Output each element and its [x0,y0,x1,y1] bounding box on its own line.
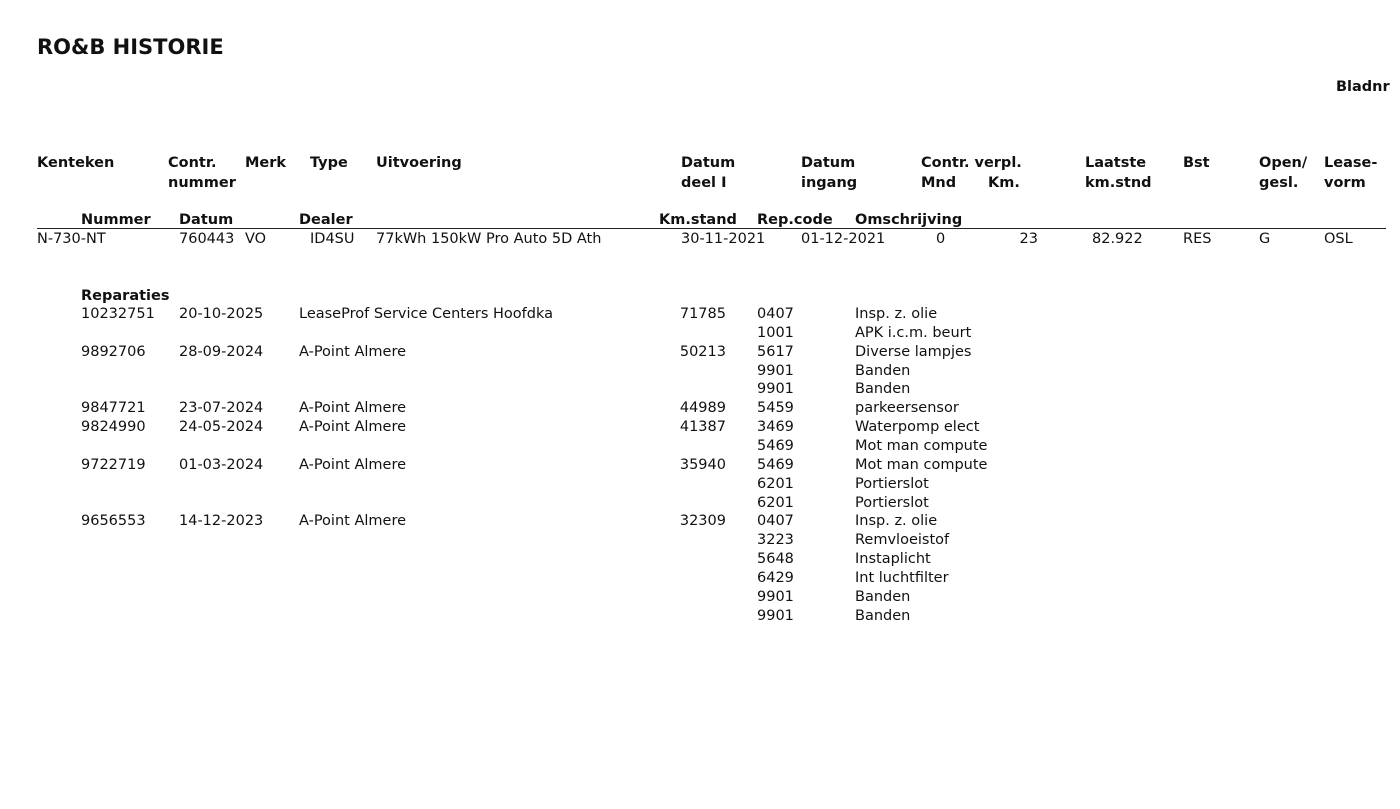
vehicle-open-gesloten: G [1259,231,1271,247]
repair-code: 9901 [757,363,794,379]
header-bst: Bst [1183,155,1210,171]
header-contract-1: Contr. [168,155,217,171]
repair-datum: 24-05-2024 [179,419,264,435]
repair-omschrijving: Int luchtfilter [855,570,949,586]
repair-omschrijving: parkeersensor [855,400,959,416]
repair-omschrijving: APK i.c.m. beurt [855,325,972,341]
repair-datum: 28-09-2024 [179,344,264,360]
vehicle-kilometers: 23 [1019,231,1038,247]
repair-code: 9901 [757,608,794,624]
vehicle-type: ID4SU [310,231,355,247]
subheader-nummer: Nummer [81,212,151,228]
header-merk: Merk [245,155,287,171]
subheader-repcode: Rep.code [757,212,833,228]
vehicle-datum-deel: 30-11-2021 [681,231,766,247]
header-datum-deel-1: Datum [681,155,736,171]
vehicle-contract: 760443 [179,231,235,247]
repair-dealer: A-Point Almere [299,344,407,360]
repair-nummer: 9892706 [81,344,146,360]
header-kenteken: Kenteken [37,155,115,171]
vehicle-kenteken: N-730-NT [37,231,106,247]
repair-dealer: A-Point Almere [299,419,407,435]
repair-code: 6201 [757,476,794,492]
repair-kmstand: 32309 [679,513,726,529]
repair-dealer: A-Point Almere [299,457,407,473]
repair-kmstand: 41387 [679,419,726,435]
repair-omschrijving: Banden [855,589,911,605]
header-divider [37,228,1386,229]
header-type: Type [310,155,348,171]
repair-omschrijving: Insp. z. olie [855,513,938,529]
repair-omschrijving: Waterpomp elect [855,419,980,435]
repair-code: 6429 [757,570,794,586]
vehicle-uitvoering: 77kWh 150kW Pro Auto 5D Ath [376,231,602,247]
repair-nummer: 9722719 [81,457,146,473]
repair-code: 3223 [757,532,794,548]
repair-kmstand: 50213 [679,344,726,360]
repair-datum: 20-10-2025 [179,306,264,322]
repair-code: 0407 [757,306,794,322]
repair-code: 9901 [757,589,794,605]
repair-dealer: LeaseProf Service Centers Hoofdka [299,306,553,322]
repair-omschrijving: Mot man compute [855,438,988,454]
repair-omschrijving: Banden [855,608,911,624]
repair-omschrijving: Banden [855,381,911,397]
repair-omschrijving: Portierslot [855,476,929,492]
repair-kmstand: 44989 [679,400,726,416]
repair-omschrijving: Portierslot [855,495,929,511]
header-leasevorm-2: vorm [1324,175,1366,191]
header-datum-ingang-1: Datum [801,155,856,171]
page-number-label: Bladnr [1336,79,1390,95]
repair-dealer: A-Point Almere [299,400,407,416]
vehicle-merk: VO [245,231,267,247]
repair-kmstand: 71785 [679,306,726,322]
vehicle-bst: RES [1183,231,1212,247]
header-laatste-2: km.stnd [1085,175,1152,191]
repair-omschrijving: Remvloeistof [855,532,950,548]
repair-omschrijving: Instaplicht [855,551,931,567]
repair-code: 6201 [757,495,794,511]
repair-code: 5469 [757,457,794,473]
vehicle-maanden: 0 [936,231,946,247]
repair-code: 5469 [757,438,794,454]
section-reparaties: Reparaties [81,288,170,304]
repair-omschrijving: Insp. z. olie [855,306,938,322]
header-uitvoering: Uitvoering [376,155,462,171]
vehicle-laatste-kmstand: 82.922 [1092,231,1143,247]
repair-nummer: 9656553 [81,513,146,529]
repair-code: 5648 [757,551,794,567]
repair-code: 3469 [757,419,794,435]
repair-dealer: A-Point Almere [299,513,407,529]
repair-nummer: 10232751 [81,306,155,322]
page-title: RO&B HISTORIE [37,35,224,59]
repair-omschrijving: Diverse lampjes [855,344,972,360]
repair-datum: 14-12-2023 [179,513,264,529]
subheader-dealer: Dealer [299,212,353,228]
repair-datum: 23-07-2024 [179,400,264,416]
header-laatste-1: Laatste [1085,155,1147,171]
repair-code: 5459 [757,400,794,416]
repair-code: 1001 [757,325,794,341]
repair-omschrijving: Banden [855,363,911,379]
header-datum-deel-2: deel I [681,175,727,191]
repair-kmstand: 35940 [679,457,726,473]
header-leasevorm-1: Lease- [1324,155,1378,171]
vehicle-datum-ingang: 01-12-2021 [801,231,886,247]
repair-code: 0407 [757,513,794,529]
repair-nummer: 9847721 [81,400,146,416]
header-maanden: Mnd [921,175,957,191]
header-open-1: Open/ [1259,155,1308,171]
subheader-kmstand: Km.stand [659,212,737,228]
header-kilometers: Km. [988,175,1020,191]
repair-omschrijving: Mot man compute [855,457,988,473]
repair-code: 5617 [757,344,794,360]
header-open-2: gesl. [1259,175,1299,191]
vehicle-leasevorm: OSL [1324,231,1353,247]
header-datum-ingang-2: ingang [801,175,858,191]
subheader-omschrijving: Omschrijving [855,212,963,228]
header-contract-verplichting: Contr. verpl. [921,155,1022,171]
header-contract-2: nummer [168,175,236,191]
repair-datum: 01-03-2024 [179,457,264,473]
repair-code: 9901 [757,381,794,397]
repair-nummer: 9824990 [81,419,146,435]
subheader-datum: Datum [179,212,234,228]
